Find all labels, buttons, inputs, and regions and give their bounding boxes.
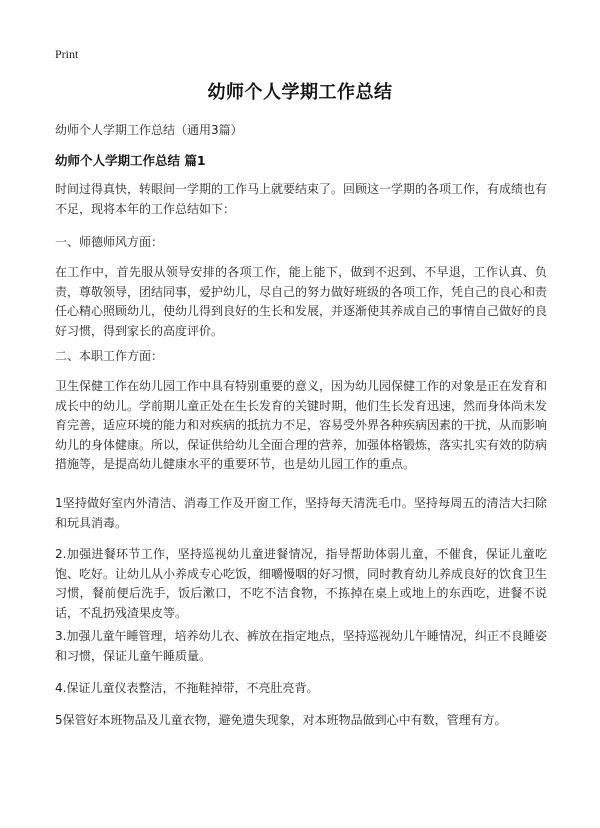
section-heading: 幼师个人学期工作总结 篇1 [55,153,206,168]
list-item-3: 3.加强儿童午睡管理，培养幼儿衣、裤放在指定地点，坚持巡视幼儿午睡情况，纠正不良睡姿和习惯，保证儿童午睡质量。 [55,629,547,663]
heading-ethics: 一、师德师风方面： [55,235,164,249]
heading-duties: 二、本职工作方面： [55,349,164,363]
document-title: 幼师个人学期工作总结 [207,82,393,103]
paragraph-ethics: 在工作中，首先服从领导安排的各项工作，能上能下，做到不迟到、不早退，工作认真、负责，尊敬领导，团结同事，爱护幼儿，尽自己的努力做好班级的各项工作，凭自己的良心和责任心精心照顾幼儿，使幼儿得到良好的生长和发展，并逐渐使其养成自己的事情自己做好的良好习惯，得到家长的高度评价。 [55,265,548,338]
paragraph-intro: 时间过得真快，转眼间一学期的工作马上就要结束了。回顾这一学期的各项工作，有成绩也有不足，现将本年的工作总结如下： [55,182,548,216]
list-item-2: 2.加强进餐环节工作，坚持巡视幼儿童进餐情况，指导帮助体弱儿童，不催食，保证儿童吃饱、吃好。让幼儿从小养成专心吃饭，细嚼慢咽的好习惯，同时教育幼儿养成良好的饮食卫生习惯，餐前便后洗手，饭后漱口，不吃不洁食物，不拣掉在桌上或地上的东西吃，进餐不说话，不乱扔残渣果皮等。 [55,547,548,620]
document-subtitle: 幼师个人学期工作总结（通用3篇） [55,123,243,137]
paragraph-health: 卫生保健工作在幼儿园工作中具有特别重要的意义，因为幼儿园保健工作的对象是正在发育和成长中的幼儿。学前期儿童正处在生长发育的关键时期，他们生长发育迅速，然而身体尚未发育完善，适应环境的能力和对疾病的抵抗力不足，容易受外界各种疾病因素的干扰，从而影响幼儿的身体健康。所以，保证供给幼儿全面合理的营养，加强体格锻炼，落实扎实有效的防病措施等，是提高幼儿健康水平的重要环节，也是幼儿园工作的重点。 [55,379,548,471]
print-label: Print [55,47,79,61]
list-item-4: 4.保证儿童仪表整洁，不拖鞋掉带，不亮肚亮背。 [55,681,319,695]
list-item-1: 1坚持做好室内外清洁、消毒工作及开窗工作，坚持每天清洗毛巾。坚持每周五的清洁大扫除和玩具消毒。 [55,496,547,530]
list-item-5: 5保管好本班物品及儿童衣物，避免遗失现象，对本班物品做到心中有数，管理有方。 [55,713,507,727]
